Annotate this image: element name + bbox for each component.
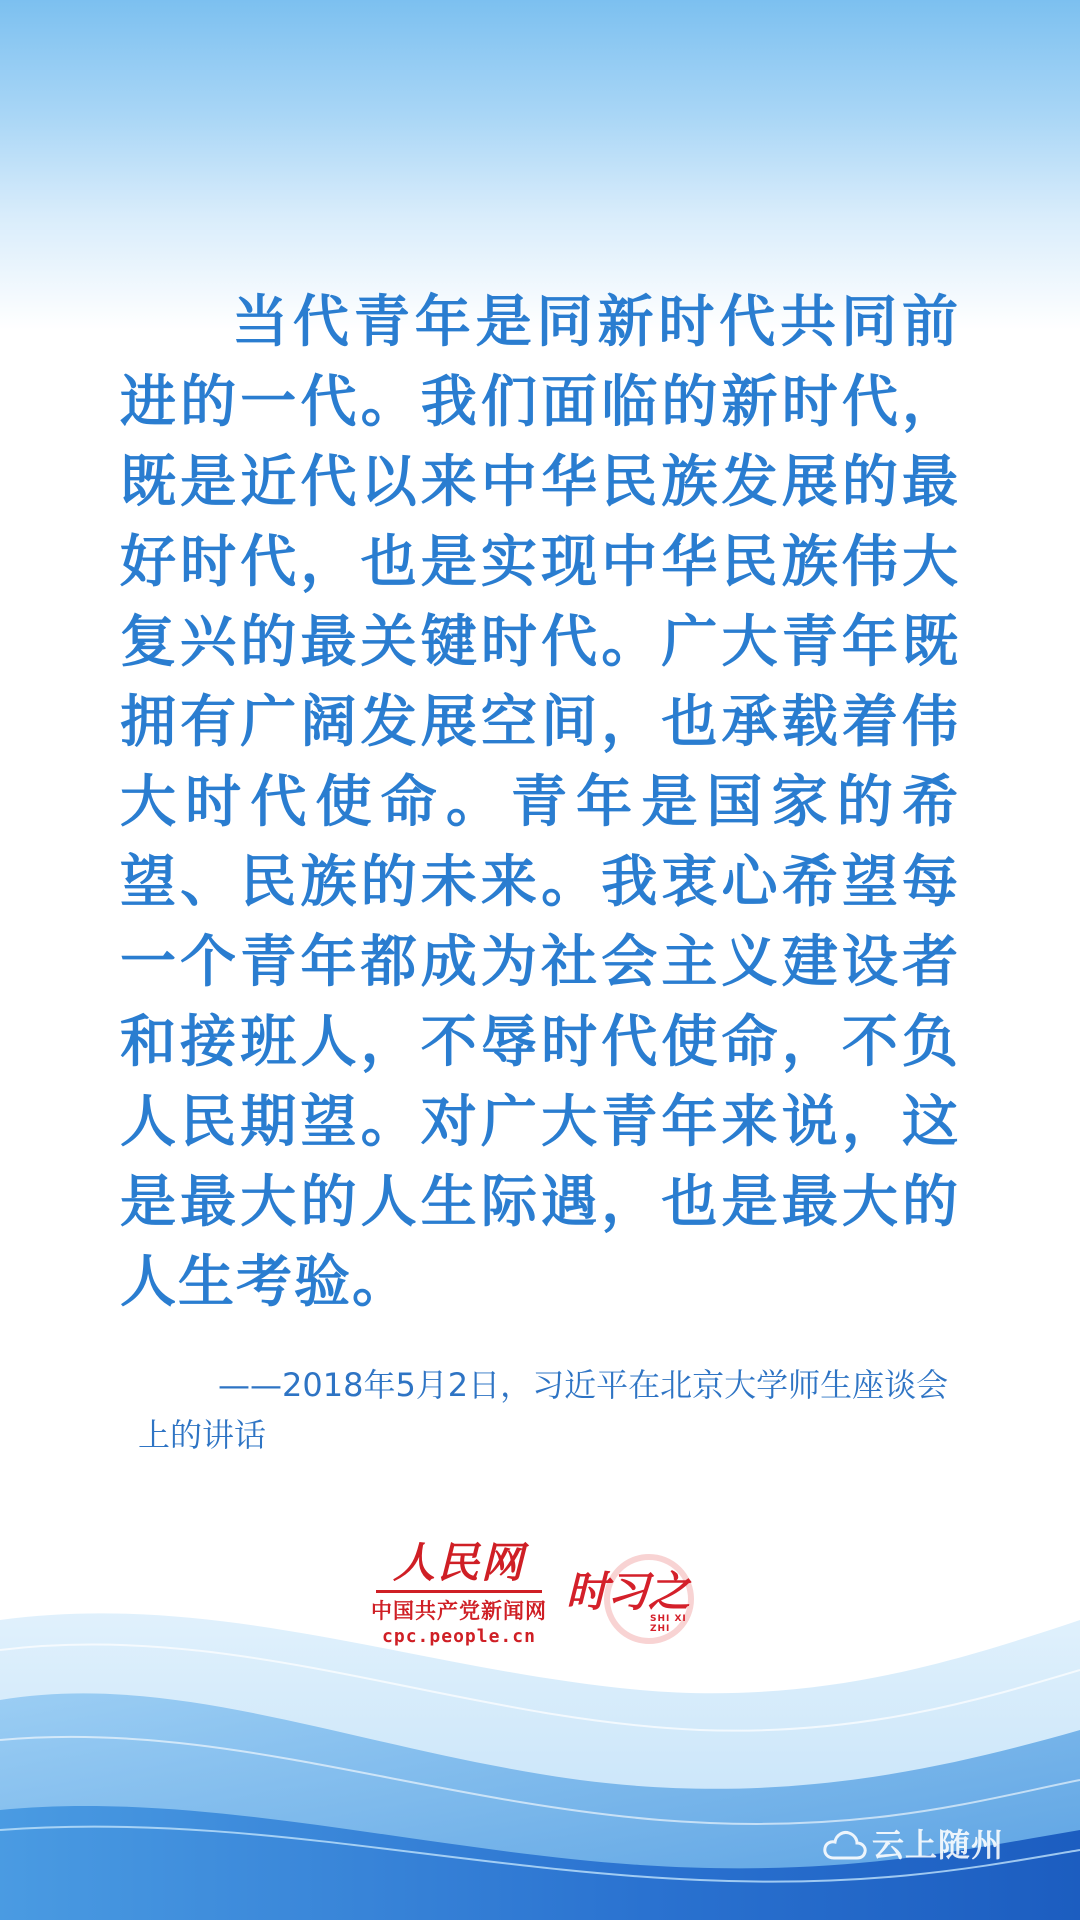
publisher-logos: [370, 1540, 710, 1660]
shixizhi-logo: [566, 1546, 706, 1656]
people-net-script-title: 人民网: [392, 1538, 525, 1587]
cloud-icon: [822, 1828, 868, 1862]
shixizhi-pinyin: SHI XI ZHI: [650, 1614, 687, 1634]
quote-attribution: ——2018年5月2日，习近平在北京大学师生座谈会上的讲话: [138, 1366, 949, 1454]
people-net-logo: [370, 1540, 548, 1660]
people-net-divider: [376, 1590, 542, 1593]
people-net-chinese-name: 中国共产党新闻网: [371, 1599, 547, 1623]
shixizhi-title: 时习之: [566, 1567, 690, 1616]
quote-text: 当代青年是同新时代共同前进的一代。我们面临的新时代，既是近代以来中华民族发展的最好时代，也是实现中华民族伟大复兴的最关键时代。广大青年既拥有广阔发展空间，也承载着伟大时代使命。青年是国家的希望、民族的未来。我衷心希望每一个青年都成为社会主义建设者和接班人，不辱时代使命，不负人民期望。对广大青年来说，这是最大的人生际遇，也是最大的人生考验。: [120, 289, 960, 1315]
sky-gradient-background: [0, 0, 1080, 330]
watermark-text: 云上随州: [872, 1826, 1005, 1864]
people-net-url: cpc.people.cn: [382, 1626, 536, 1647]
watermark: [822, 1822, 1022, 1870]
